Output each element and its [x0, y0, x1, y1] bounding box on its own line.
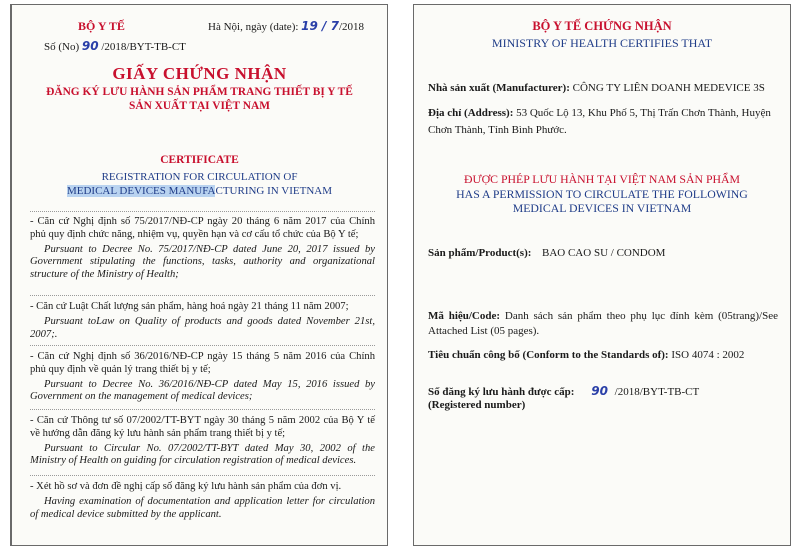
- header-en: MINISTRY OF HEALTH CERTIFIES THAT: [491, 36, 713, 50]
- permit-vi: ĐƯỢC PHÉP LƯU HÀNH TẠI VIỆT NAM SẢN PHẨM: [463, 172, 741, 186]
- address-value: 53 Quốc Lộ 13, Khu Phố 5, Thị Trấn Chơn Thành, Huyện Chơn Thành, Tỉnh Bình Phước.: [428, 107, 771, 136]
- subtitle-en-rest: CTURING IN VIETNAM: [215, 185, 332, 197]
- product-label: Sản phẩm/Product(s):: [428, 247, 532, 259]
- product-value: BAO CAO SU / CONDOM: [542, 247, 666, 259]
- standard-label: Tiêu chuẩn công bố (Conform to the Standards of):: [428, 349, 669, 361]
- clause-1-en: Pursuant to Decree No. 75/2017/NĐ-CP dated June 20, 2017 issued by Government stipulating the functions, tasks, authority and organizational structure of the Ministry of Health;: [30, 243, 375, 281]
- registration-number-label-en: (Registered number): [428, 399, 526, 411]
- header-vi: BỘ Y TẾ CHỨNG NHẬN: [532, 19, 672, 33]
- subtitle-vi-line1: ĐĂNG KÝ LƯU HÀNH SẢN PHẨM TRANG THIẾT BỊ Y TẾ: [46, 86, 353, 98]
- permit-en-line1: HAS A PERMISSION TO CIRCULATE THE FOLLOWING: [456, 187, 748, 201]
- code-value: Danh sách sản phẩm theo phụ lục đính kèm (05trang)/See Attached List (05 pages).: [428, 310, 778, 337]
- clause-5: [30, 481, 375, 521]
- registration-number-suffix: /2018/BYT-TB-CT: [614, 386, 700, 398]
- clause-1-vi: - Căn cứ Nghị định số 75/2017/NĐ-CP ngày 20 tháng 6 năm 2017 của Chính phủ quy định chức năng, nhiệm vụ, quyền hạn và cơ cấu tổ chức của Bộ Y tế;: [30, 216, 375, 240]
- permit-en-line2: MEDICAL DEVICES IN VIETNAM: [512, 201, 692, 215]
- code-label: Mã hiệu/Code:: [428, 310, 501, 322]
- clause-3: [30, 351, 375, 404]
- divider: [30, 409, 375, 410]
- clause-4-vi: - Căn cứ Thông tư số 07/2002/TT-BYT ngày 30 tháng 5 năm 2002 của Bộ Y tế về hướng dẫn đăng ký lưu hành sản phẩm trang thiết bị y tế;: [30, 415, 375, 439]
- clause-5-en: Having examination of documentation and application letter for circulation of medical device submitted by the applicant.: [30, 495, 375, 520]
- title-vi: GIẤY CHỨNG NHẬN: [112, 64, 287, 83]
- number-handwritten: 90: [81, 39, 99, 53]
- address-row: [428, 105, 778, 139]
- clause-3-en: Pursuant to Decree No. 36/2016/NĐ-CP dated May 15, 2016 issued by Government on the management of medical devices;: [30, 378, 375, 403]
- manufacturer-row: [428, 81, 778, 95]
- registration-number-handwritten: 90: [591, 384, 608, 398]
- number-prefix: Số (No): [44, 41, 80, 53]
- certificate-right-page: [413, 4, 791, 546]
- subtitle-vi-line2: SẢN XUẤT TẠI VIỆT NAM: [129, 100, 270, 112]
- divider: [30, 475, 375, 476]
- address-label: Địa chỉ (Address):: [428, 107, 514, 119]
- subtitle-en-line2: [12, 185, 387, 197]
- date-handwritten: 19 / 7: [301, 19, 339, 33]
- manufacturer-label: Nhà sản xuất (Manufacturer):: [428, 82, 570, 94]
- clause-5-vi: - Xét hồ sơ và đơn đề nghị cấp số đăng ký lưu hành sản phẩm của đơn vị.: [30, 481, 342, 492]
- divider: [30, 345, 375, 346]
- divider: [30, 211, 375, 212]
- certificate-left-page: [10, 4, 388, 546]
- standard-value: ISO 4074 : 2002: [671, 349, 745, 361]
- clause-3-vi: - Căn cứ Nghị định số 36/2016/NĐ-CP ngày 15 tháng 5 năm 2016 của Chính phủ quy định về quản lý trang thiết bị y tế;: [30, 351, 375, 375]
- clause-4-en: Pursuant to Circular No. 07/2002/TT-BYT dated May 30, 2002 of the Ministry of Health on guiding for circulation registration of medical devices.: [30, 442, 375, 467]
- standard-row: [428, 349, 744, 361]
- place-date-prefix: Hà Nội, ngày (date):: [208, 21, 299, 33]
- clause-4: [30, 415, 375, 468]
- date-year: /2018: [338, 21, 365, 33]
- manufacturer-value: CÔNG TY LIÊN DOANH MEDEVICE 3S: [572, 82, 765, 94]
- ministry-name: BỘ Y TẾ: [78, 19, 125, 33]
- registration-number-label: Số đăng ký lưu hành được cấp:: [428, 386, 575, 398]
- clause-1: [30, 216, 375, 282]
- clause-2-en: Pursuant toLaw on Quality of products and goods dated November 21st, 2007;.: [30, 315, 375, 340]
- clause-2-vi: - Căn cứ Luật Chất lượng sản phẩm, hàng hoá ngày 21 tháng 11 năm 2007;: [30, 301, 349, 312]
- document-number: [44, 39, 186, 53]
- place-date: [208, 19, 364, 33]
- product-row: [428, 247, 531, 259]
- subtitle-en-highlighted: MEDICAL DEVICES MANUFA: [66, 185, 216, 197]
- number-suffix: /2018/BYT-TB-CT: [101, 41, 186, 53]
- divider: [30, 295, 375, 296]
- clause-2: [30, 301, 375, 341]
- title-en: CERTIFICATE: [160, 154, 239, 166]
- subtitle-en-line1: REGISTRATION FOR CIRCULATION OF: [101, 171, 298, 183]
- registration-number-row: [428, 384, 699, 398]
- code-row: [428, 309, 778, 339]
